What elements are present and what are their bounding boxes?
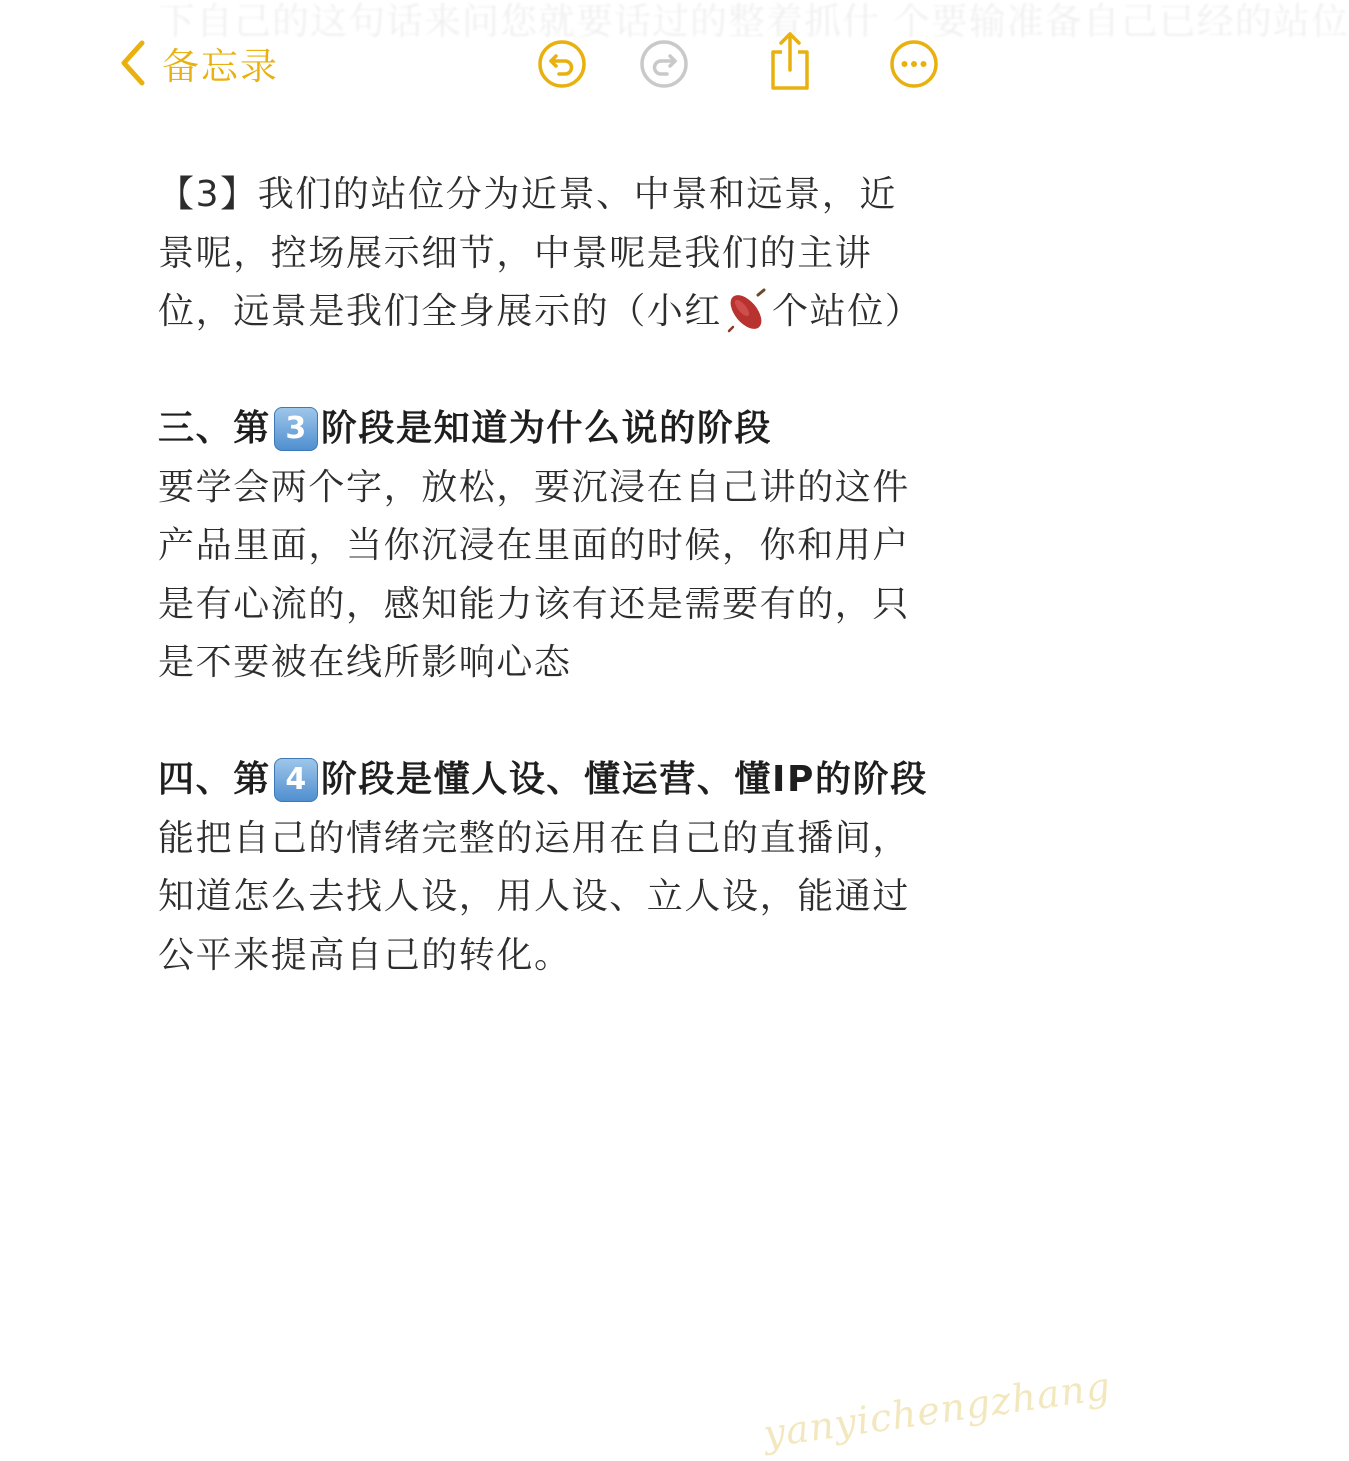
scrolled-faded-text: 下自己的这句话来问您就要话过的整着抓什 个要输准备自己已经的站位 bbox=[158, 0, 1349, 43]
blank-line bbox=[158, 342, 928, 401]
more-button[interactable] bbox=[888, 38, 940, 90]
undo-button[interactable] bbox=[536, 38, 588, 90]
section-4-heading-prefix: 四、第 bbox=[158, 759, 271, 800]
keycap-3-icon: 3 bbox=[274, 407, 318, 451]
blank-line bbox=[158, 693, 928, 752]
item-number: 【3】 bbox=[158, 174, 258, 215]
watermark: yanyichengzhang bbox=[760, 1363, 1114, 1457]
sweet-potato-icon bbox=[724, 287, 770, 333]
navigation-bar bbox=[0, 0, 1349, 130]
redo-button[interactable] bbox=[638, 38, 690, 90]
paragraph-3-tail: 个站位） bbox=[772, 291, 923, 332]
back-button[interactable] bbox=[118, 36, 279, 90]
paragraph-3 bbox=[158, 166, 928, 342]
section-3-body: 要学会两个字，放松，要沉浸在自己讲的这件产品里面，当你沉浸在里面的时候，你和用户是有心流的，感知能力该有还是需要有的，只是不要被在线所影响心态 bbox=[158, 466, 911, 683]
section-3-heading-prefix: 三、第 bbox=[158, 408, 271, 449]
section-4-heading bbox=[158, 751, 928, 810]
paragraph-3-text: 我们的站位分为近景、中景和远景，近景呢，控场展示细节，中景呢是我们的主讲位，远景是我们全身展示的（小红 bbox=[158, 174, 897, 332]
undo-icon bbox=[536, 38, 588, 90]
redo-icon bbox=[638, 38, 690, 90]
share-button[interactable] bbox=[764, 30, 816, 92]
section-3-heading bbox=[158, 400, 928, 459]
chevron-left-icon bbox=[118, 39, 148, 87]
section-3-heading-suffix: 阶段是知道为什么说的阶段 bbox=[320, 408, 773, 449]
back-label: 备忘录 bbox=[162, 45, 279, 88]
section-4-body: 能把自己的情绪完整的运用在自己的直播间，知道怎么去找人设，用人设、立人设，能通过公平来提高自己的转化。 bbox=[158, 817, 911, 976]
more-icon bbox=[888, 38, 940, 90]
keycap-4-icon: 4 bbox=[274, 758, 318, 802]
section-4-heading-suffix: 阶段是懂人设、懂运营、懂IP的阶段 bbox=[320, 759, 928, 800]
share-icon bbox=[764, 30, 816, 92]
note-body[interactable] bbox=[158, 166, 928, 985]
